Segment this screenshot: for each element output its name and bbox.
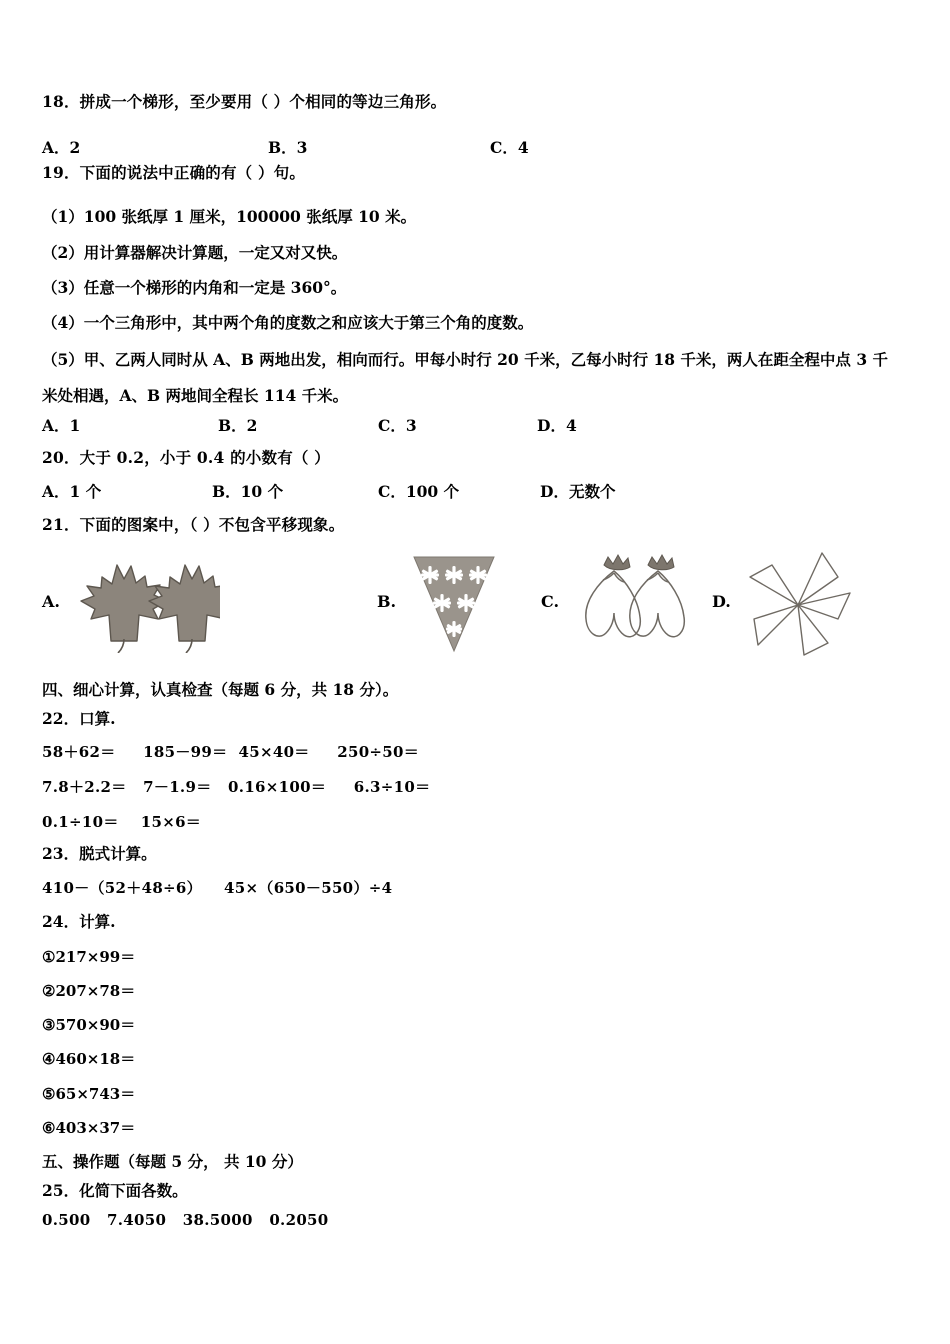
question-21-figure-options	[0, 545, 950, 665]
question-21-stem: 21．下面的图案中，（ ）不包含平移现象。	[42, 515, 345, 534]
question-22-line-1: 58＋62＝ 185－99＝ 45×40＝ 250÷50＝	[42, 743, 420, 761]
two-maple-leaves-icon[interactable]	[75, 553, 220, 653]
question-24-item-2: ②207×78＝	[42, 982, 136, 1000]
question-19-statement-1: （1）100 张纸厚 1 厘米，100000 张纸厚 10 米。	[42, 207, 417, 226]
question-19-options	[0, 414, 900, 436]
question-20-stem: 20．大于 0.2，小于 0.4 的小数有（ ）	[42, 448, 330, 467]
option-18-c[interactable]: C．4	[490, 138, 529, 157]
question-23-title: 23．脱式计算。	[42, 844, 157, 863]
option-20-c[interactable]: C．100 个	[378, 482, 460, 501]
question-24-item-4: ④460×18＝	[42, 1050, 136, 1068]
option-19-b[interactable]: B．2	[218, 416, 258, 435]
option-20-a[interactable]: A．1 个	[42, 482, 102, 501]
question-22-line-3: 0.1÷10＝ 15×6＝	[42, 813, 202, 831]
question-22-line-2: 7.8＋2.2＝ 7－1.9＝ 0.16×100＝ 6.3÷10＝	[42, 778, 431, 796]
option-18-b[interactable]: B．3	[268, 138, 308, 157]
question-19-statement-5-line1: （5）甲、乙两人同时从 A、B 两地出发，相向而行。甲每小时行 20 千米，乙每小时行 18 千米，两人在距全程中点 3 千	[42, 350, 889, 369]
option-21-b-label[interactable]: B.	[377, 592, 397, 611]
question-24-item-3: ③570×90＝	[42, 1016, 136, 1034]
section-5-heading: 五、操作题（每题 5 分， 共 10 分）	[42, 1152, 303, 1171]
option-20-b[interactable]: B．10 个	[212, 482, 284, 501]
option-18-a[interactable]: A．2	[42, 138, 81, 157]
question-19-statement-2: （2）用计算器解决计算题，一定又对又快。	[42, 243, 348, 262]
option-19-a[interactable]: A．1	[42, 416, 81, 435]
option-21-c-label[interactable]: C.	[541, 592, 560, 611]
question-18-stem: 18．拼成一个梯形，至少要用（ ）个相同的等边三角形。	[42, 92, 447, 111]
question-25-title: 25．化简下面各数。	[42, 1181, 188, 1200]
question-24-item-1: ①217×99＝	[42, 948, 136, 966]
question-24-item-5: ⑤65×743＝	[42, 1085, 136, 1103]
two-heart-balloons-icon[interactable]	[570, 553, 700, 653]
question-20-options	[0, 480, 900, 502]
question-19-statement-3: （3）任意一个梯形的内角和一定是 360°。	[42, 278, 347, 297]
question-22-title: 22．口算.	[42, 709, 116, 728]
question-24-title: 24．计算.	[42, 912, 116, 931]
question-19-statement-4: （4）一个三角形中，其中两个角的度数之和应该大于第三个角的度数。	[42, 313, 534, 332]
question-18-options	[0, 136, 900, 158]
option-20-d[interactable]: D．无数个	[540, 482, 616, 501]
option-19-d[interactable]: D．4	[537, 416, 577, 435]
option-21-a-label[interactable]: A.	[42, 592, 60, 611]
question-25-numbers: 0.500 7.4050 38.5000 0.2050	[42, 1211, 329, 1229]
option-21-d-label[interactable]: D.	[712, 592, 731, 611]
option-19-c[interactable]: C．3	[378, 416, 417, 435]
five-blade-pinwheel-icon[interactable]	[742, 547, 854, 659]
question-23-line-1: 410－（52＋48÷6） 45×（650－550）÷4	[42, 879, 393, 897]
section-4-heading: 四、细心计算，认真检查（每题 6 分，共 18 分）。	[42, 680, 399, 699]
question-19-statement-5-line2: 米处相遇，A、B 两地间全程长 114 千米。	[42, 386, 349, 405]
snowflake-triangle-icon[interactable]	[408, 551, 500, 655]
question-19-stem: 19．下面的说法中正确的有（ ）句。	[42, 163, 306, 182]
question-24-item-6: ⑥403×37＝	[42, 1119, 136, 1137]
